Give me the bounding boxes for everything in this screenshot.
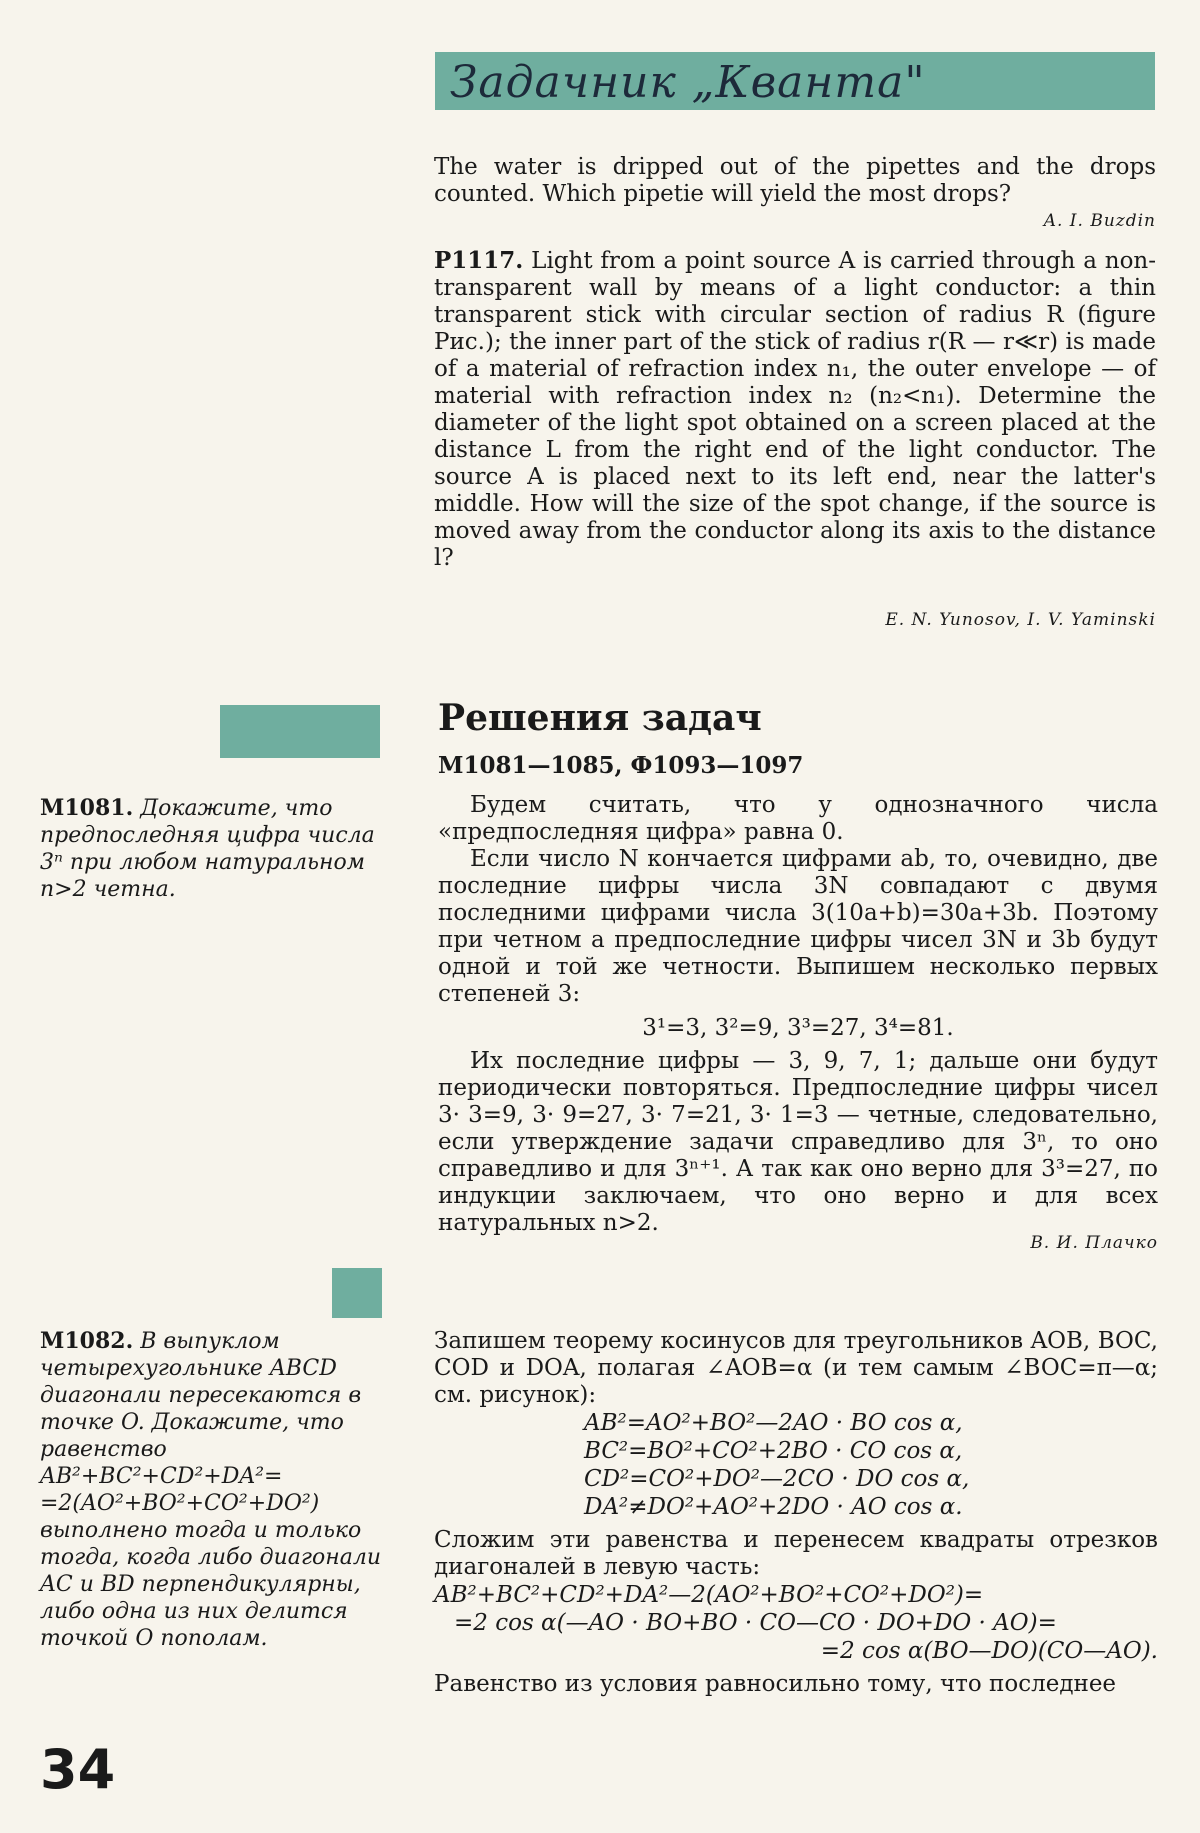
formula-line: =2 cos α(BO—DO)(CO—AO). <box>820 1638 1158 1664</box>
problem-statement-cont: выполнено тогда и только тогда, когда либо диагонали AC и BD перпендикулярны, либо одна из них делится точкой O пополам. <box>40 1518 382 1651</box>
problem-statement: Light from a point source A is carried through a non-transparent wall by means of a light conductor: a thin transparent stick with circular section of radius R (figure Рис.); the inner part of the stick of radius r(R — r≪r) is made of a material of refraction index n₁, the outer envelope — of material with refraction index n₂ (n₂<n₁). Determine the diameter of the light spot obtained on a screen placed at the distance L from the right end of the light conductor. The source A is placed next to its left end, near the latter's middle. How will the size of the spot change, if the source is moved away from the conductor along its axis to the distance l? <box>434 248 1157 571</box>
paragraph: Будем считать, что у однозначного числа «предпоследняя цифра» равна 0. <box>438 792 1158 845</box>
side-accent-block <box>332 1268 382 1318</box>
page-number: 34 <box>40 1738 116 1801</box>
problem-number: P1117. <box>434 247 524 274</box>
problem-text-continued <box>434 154 1156 208</box>
m1082-solution <box>434 1328 1158 1698</box>
powers-formula: 3¹=3, 3²=9, 3³=27, 3⁴=81. <box>642 1015 954 1041</box>
author-plachko: В. И. Плачко <box>1030 1233 1158 1253</box>
problem-number: М1081. <box>40 795 134 821</box>
author-yunosov: E. N. Yunosov, I. V. Yaminski <box>885 610 1156 630</box>
formula-line: BC²=BO²+CO²+2BO · CO cos α, <box>584 1438 963 1464</box>
formula-line: CD²=CO²+DO²—2CO · DO cos α, <box>584 1466 970 1492</box>
paragraph: Если число N кончается цифрами ab, то, очевидно, две последние цифры числа 3N совпадают с двумя последними цифрами числа 3(10a+b)=30a+3b. Поэтому при четном a предпоследние цифры чисел 3N и 3b будут одной и той же четности. Выпишем несколько первых степеней 3: <box>438 846 1158 1007</box>
equation-line: =2(AO²+BO²+CO²+DO²) <box>40 1491 320 1516</box>
m1082-statement <box>40 1328 390 1652</box>
formula-line: AB²=AO²+BO²—2AO · BO cos α, <box>584 1410 963 1436</box>
formula-line: =2 cos α(—AO · BO+BO · CO—CO · DO+DO · AO)= <box>454 1610 1057 1636</box>
problem-statement: В выпуклом четырехугольнике ABCD диагонали пересекаются в точке O. Докажите, что равенство <box>40 1329 362 1462</box>
paragraph: Их последние цифры — 3, 9, 7, 1; дальше они будут периодически повторяться. Предпоследние цифры чисел 3· 3=9, 3· 9=27, 3· 7=21, 3· 1=3 — четные, следовательно, если утверждение задачи справедливо для 3ⁿ, то оно справедливо и для 3ⁿ⁺¹. А так как оно верно для 3³=27, по индукции заключаем, что оно верно и для всех натуральных n>2. <box>438 1048 1158 1236</box>
paragraph: The water is dripped out of the pipettes and the drops counted. Which pipetie will yield the most drops? <box>434 154 1156 207</box>
problem-p1117 <box>434 247 1156 572</box>
paragraph: Запишем теорему косинусов для треугольников AOB, BOC, COD и DOA, полагая ∠AOB=α (и тем самым ∠BOC=π—α; см. рисунок): <box>434 1328 1158 1408</box>
problem-number: М1082. <box>40 1328 134 1354</box>
paragraph: Сложим эти равенства и перенесем квадраты отрезков диагоналей в левую часть: <box>434 1527 1158 1580</box>
side-accent-block <box>220 705 380 758</box>
problem-statement: Докажите, что предпоследняя цифра числа 3ⁿ при любом натуральном n>2 четна. <box>40 796 375 902</box>
journal-section-title: Задачник „Кванта" <box>450 57 926 108</box>
paragraph: Равенство из условия равносильно тому, что последнее <box>434 1671 1117 1697</box>
formula-line: AB²+BC²+CD²+DA²—2(AO²+BO²+CO²+DO²)= <box>434 1582 984 1608</box>
m1081-statement <box>40 795 390 903</box>
author-buzdin: A. I. Buzdin <box>1043 211 1156 231</box>
section-subtitle: М1081—1085, Ф1093—1097 <box>438 752 804 779</box>
equation-line: AB²+BC²+CD²+DA²= <box>40 1464 283 1489</box>
m1081-solution <box>438 792 1158 1237</box>
formula-line: DA²≠DO²+AO²+2DO · AO cos α. <box>584 1494 963 1520</box>
section-title: Решения задач <box>438 697 762 739</box>
